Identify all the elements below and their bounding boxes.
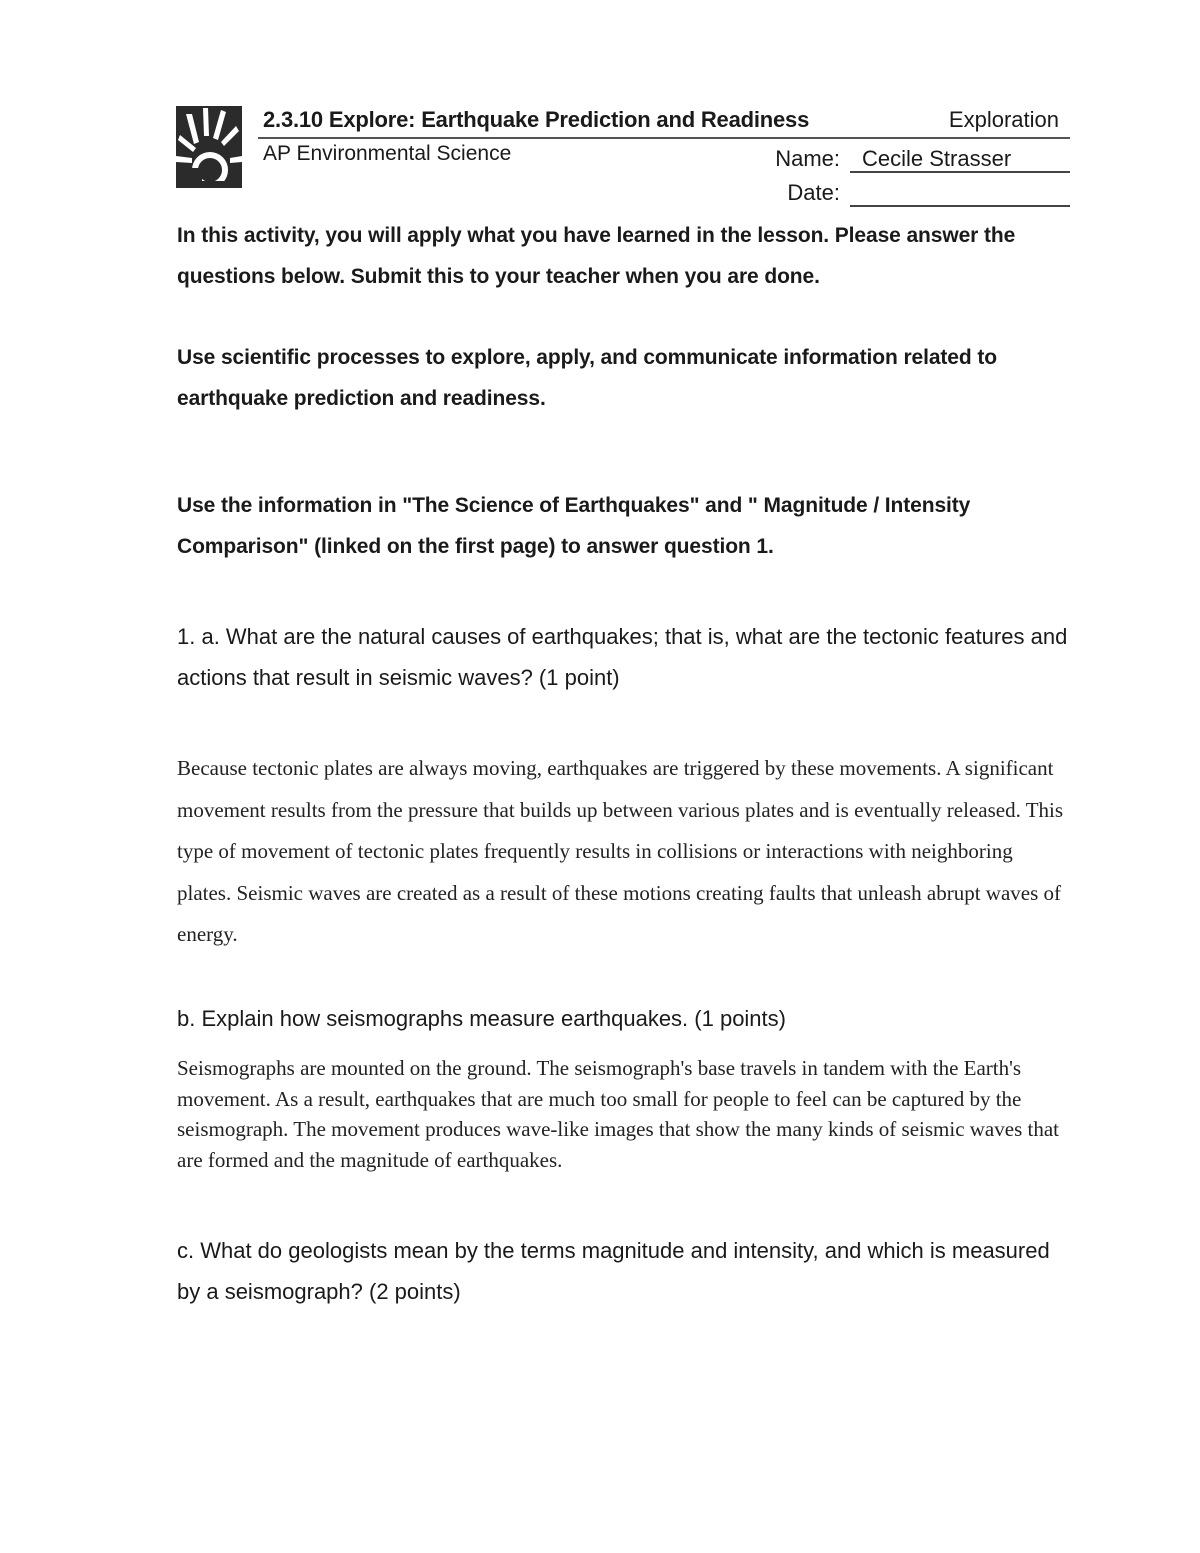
- activity-type: Exploration: [948, 107, 1059, 132]
- intro-instructions: In this activity, you will apply what you have learned in the lesson. Please answer the questions below. Submit this to your teacher when you are done.: [177, 224, 1016, 288]
- name-field[interactable]: Cecile Strasser: [850, 146, 1070, 173]
- question-1a: 1. a. What are the natural causes of earthquakes; that is, what are the tectonic features and actions that result in seismic waves? (1 point): [177, 624, 1068, 690]
- title-divider: [258, 137, 1070, 139]
- date-field[interactable]: [850, 180, 1070, 207]
- question-1c: c. What do geologists mean by the terms magnitude and intensity, and which is measured by a seismograph? (2 points): [177, 1238, 1050, 1304]
- objective-text: Use scientific processes to explore, apply, and communicate information related to earthquake prediction and readiness.: [177, 346, 997, 410]
- source-note: Use the information in "The Science of Earthquakes" and " Magnitude / Intensity Comparison" (linked on the first page) to answer question 1.: [177, 494, 971, 558]
- page-title: 2.3.10 Explore: Earthquake Prediction and Readiness: [263, 107, 810, 132]
- sunburst-logo-icon: [176, 106, 242, 188]
- answer-1b[interactable]: Seismographs are mounted on the ground. The seismograph's base travels in tandem with the Earth's movement. As a result, earthquakes that are much too small for people to feel can be captured by the seismograph. The movement produces wave-like images that show the many kinds of seismic waves that are formed and the magnitude of earthquakes.: [177, 1056, 1059, 1172]
- course-name: AP Environmental Science: [263, 142, 512, 165]
- question-1b: b. Explain how seismographs measure earthquakes. (1 points): [177, 1006, 786, 1031]
- date-label: Date:: [787, 180, 840, 205]
- answer-1a[interactable]: Because tectonic plates are always moving, earthquakes are triggered by these movements. A significant movement results from the pressure that builds up between various plates and is eventually released. This type of movement of tectonic plates frequently results in collisions or interactions with neighboring plates. Seismic waves are created as a result of these motions creating faults that unleash abrupt waves of energy.: [177, 756, 1064, 946]
- name-label: Name:: [775, 146, 840, 171]
